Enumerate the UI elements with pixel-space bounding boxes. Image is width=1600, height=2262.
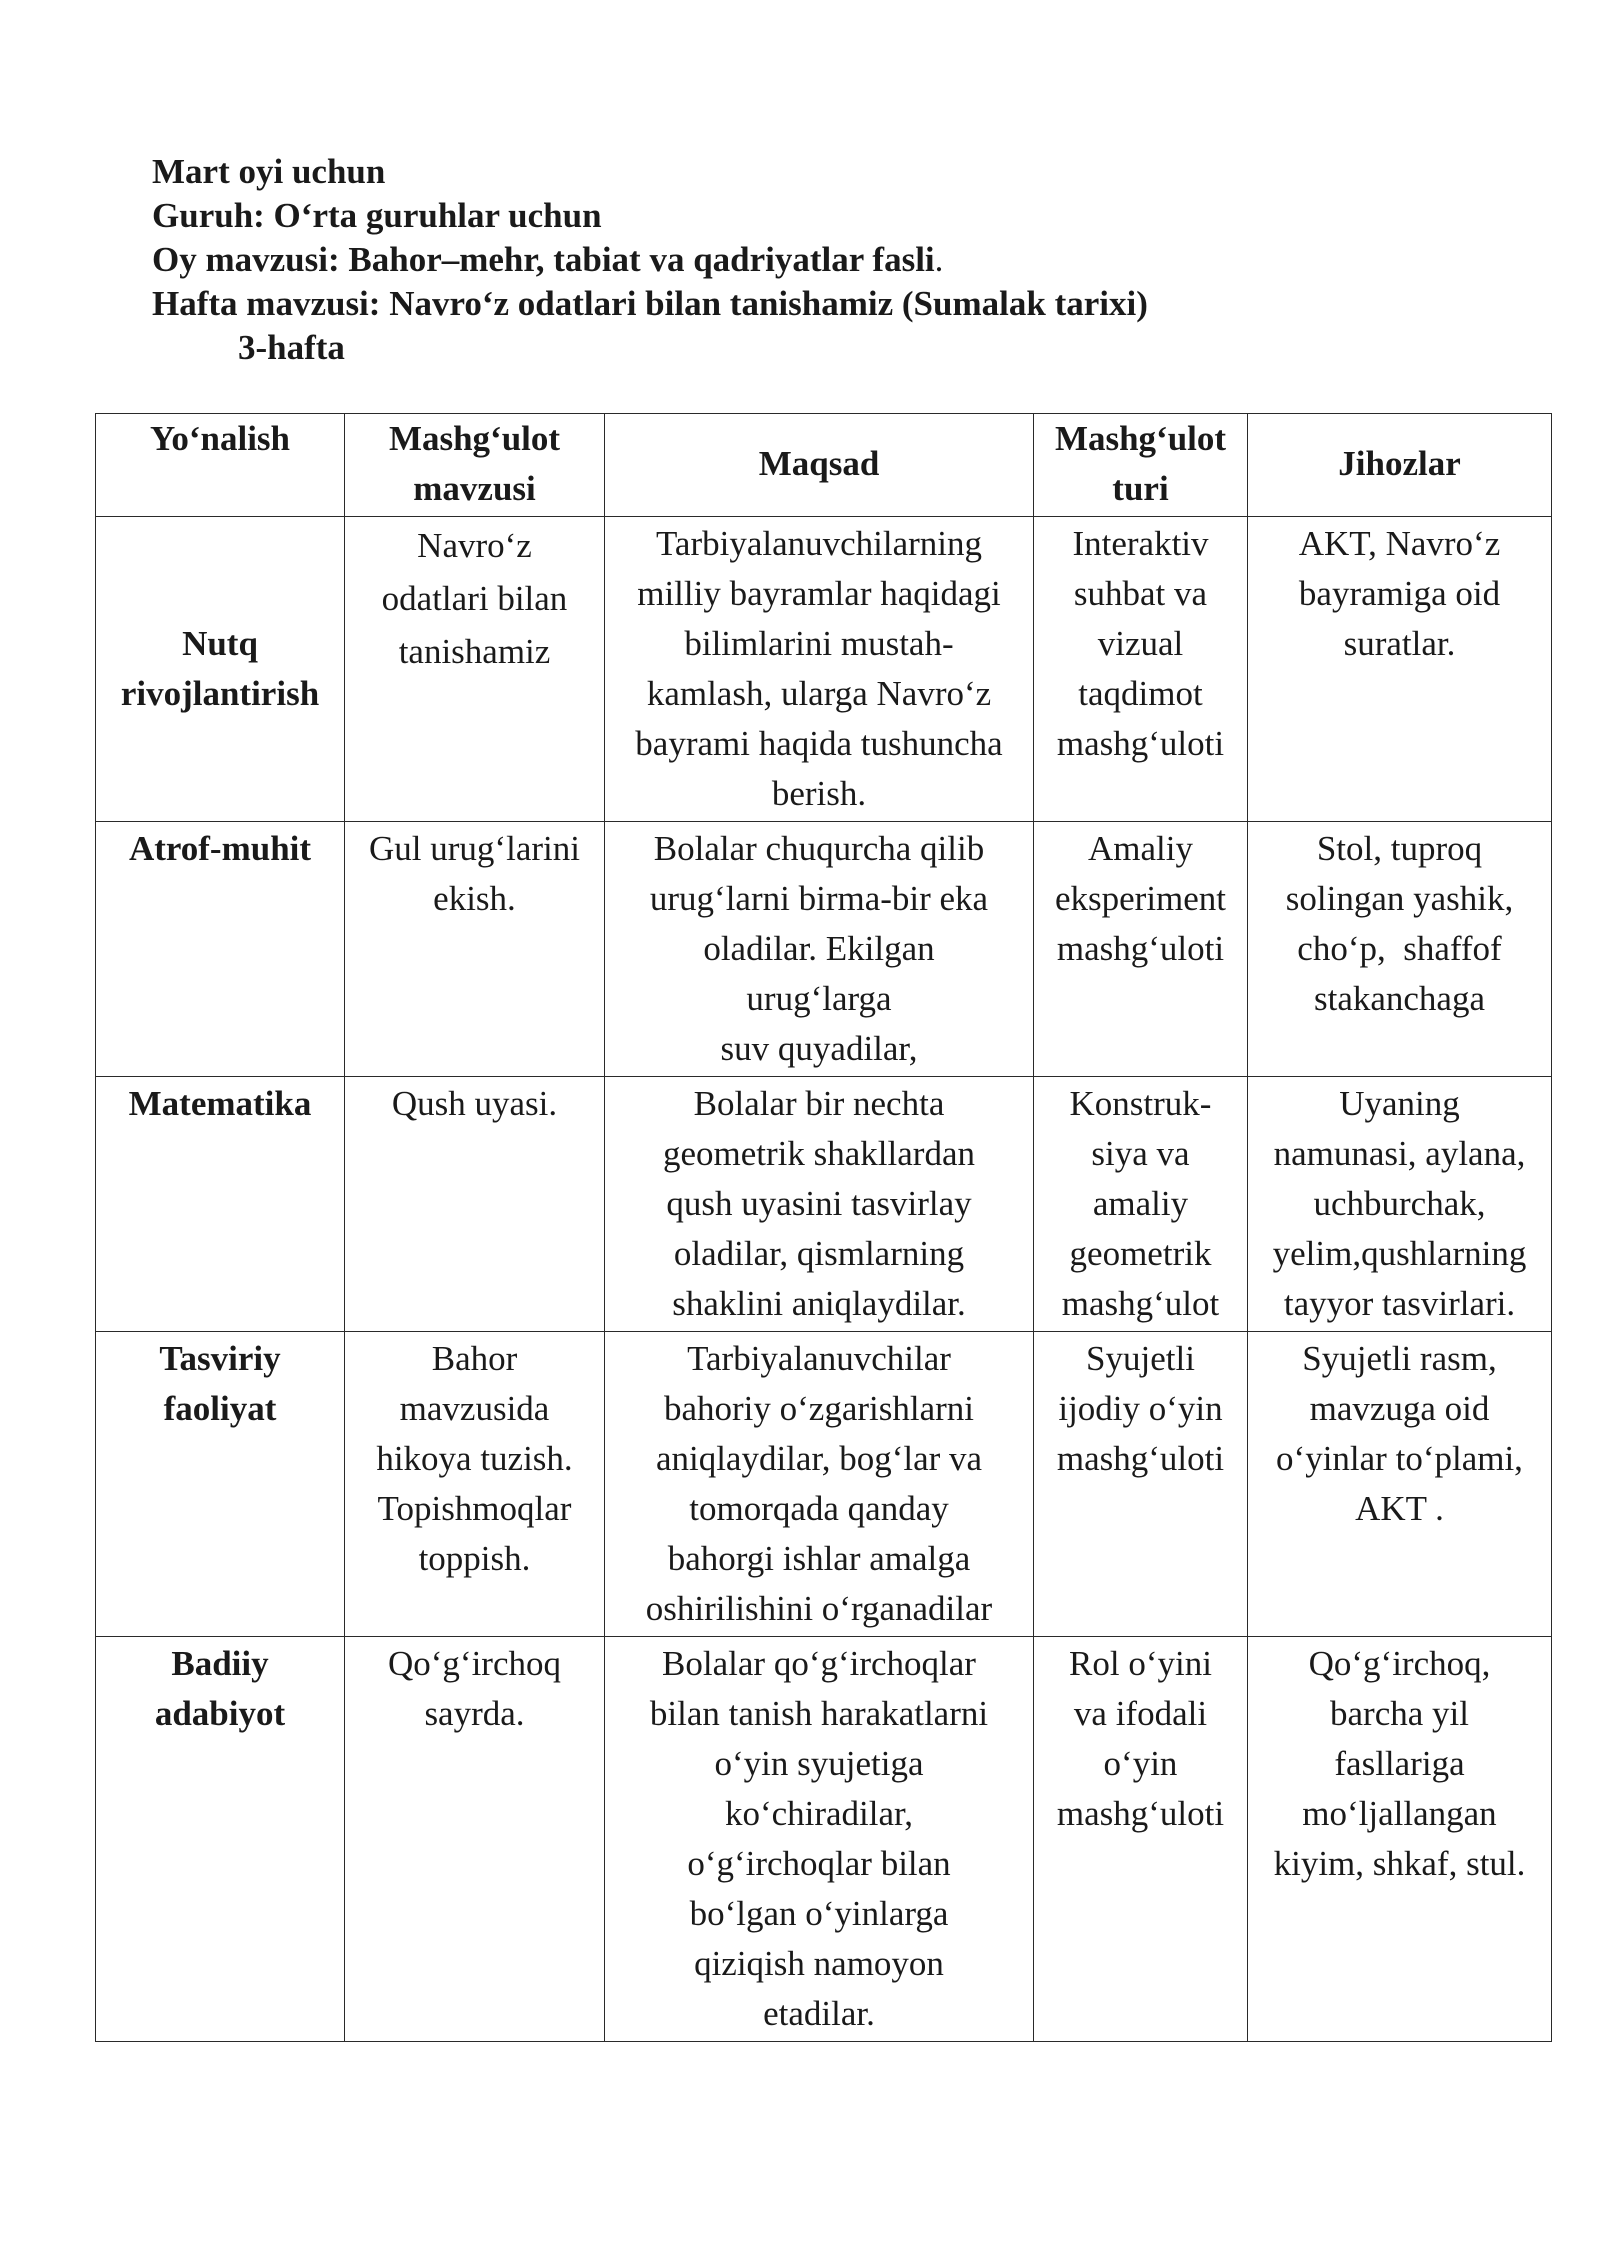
cell-goal: Bolalar qo‘g‘irchoqlar bilan tanish harakatlarni o‘yin syujetiga ko‘chiradilar, o‘g‘irchoqlar bilan bo‘lgan o‘yinlarga qiziqish namoyon etadilar. [605,1637,1034,2042]
cell-type: Syujetli ijodiy o‘yin mashg‘uloti [1034,1332,1248,1637]
table-row [96,517,1552,822]
week-theme-line: Hafta mavzusi: Navro‘z odatlari bilan tanishamiz (Sumalak tarixi) [152,284,1148,323]
cell-topic: Navro‘z odatlari bilan tanishamiz [345,517,605,822]
table-row [96,1637,1552,2042]
cell-topic: Gul urug‘larini ekish. [345,822,605,1077]
cell-type: Konstruk- siya va amaliy geometrik mashg‘ulot [1034,1077,1248,1332]
cell-goal: Tarbiyalanuvchilar bahoriy o‘zgarishlarni aniqlaydilar, bog‘lar va tomorqada qanday bahorgi ishlar amalga oshirilishini o‘rganadilar [605,1332,1034,1637]
table-row [96,1077,1552,1332]
cell-direction: Badiiy adabiyot [96,1637,345,2042]
month-theme-period: . [934,240,944,279]
table-row [96,1332,1552,1637]
group-line: Guruh: O‘rta guruhlar uchun [152,196,602,235]
cell-goal: Bolalar chuqurcha qilib urug‘larni birma-bir eka oladilar. Ekilgan urug‘larga suv quyadilar, [605,822,1034,1077]
cell-type: Interaktiv suhbat va vizual taqdimot mashg‘uloti [1034,517,1248,822]
cell-topic: Bahor mavzusida hikoya tuzish. Topishmoqlar toppish. [345,1332,605,1637]
cell-equipment: Qo‘g‘irchoq, barcha yil fasllariga mo‘ljallangan kiyim, shkaf, stul. [1248,1637,1552,2042]
cell-direction: Tasviriy faoliyat [96,1332,345,1637]
cell-topic: Qo‘g‘irchoq sayrda. [345,1637,605,2042]
cell-direction: Atrof-muhit [96,822,345,1077]
cell-topic: Qush uyasi. [345,1077,605,1332]
cell-type: Rol o‘yini va ifodali o‘yin mashg‘uloti [1034,1637,1248,2042]
cell-equipment: Uyaning namunasi, aylana, uchburchak, yelim,qushlarning tayyor tasvirlari. [1248,1077,1552,1332]
column-header-goal: Maqsad [605,414,1034,517]
column-header-topic: Mashg‘ulot mavzusi [345,414,605,517]
document-header [152,150,1502,370]
lesson-plan-table [95,413,1552,2042]
column-header-type: Mashg‘ulot turi [1034,414,1248,517]
month-line: Mart oyi uchun [152,152,386,191]
cell-goal: Tarbiyalanuvchilarning milliy bayramlar haqidagi bilimlarini mustah- kamlash, ularga Navro‘z bayrami haqida tushuncha berish. [605,517,1034,822]
month-theme-line [152,238,1502,282]
cell-goal: Bolalar bir nechta geometrik shakllardan qush uyasini tasvirlay oladilar, qismlarning shaklini aniqlaydilar. [605,1077,1034,1332]
table-header-row [96,414,1552,517]
table-row [96,822,1552,1077]
cell-type: Amaliy eksperiment mashg‘uloti [1034,822,1248,1077]
week-number: 3-hafta [238,328,345,367]
month-theme-text: Oy mavzusi: Bahor–mehr, tabiat va qadriyatlar fasli [152,240,935,279]
cell-direction: Matematika [96,1077,345,1332]
column-header-direction: Yo‘nalish [96,414,345,517]
cell-equipment: Syujetli rasm, mavzuga oid o‘yinlar to‘plami, AKT . [1248,1332,1552,1637]
cell-equipment: AKT, Navro‘z bayramiga oid suratlar. [1248,517,1552,822]
cell-equipment: Stol, tuproq solingan yashik, cho‘p, shaffof stakanchaga [1248,822,1552,1077]
column-header-equipment: Jihozlar [1248,414,1552,517]
cell-direction: Nutq rivojlantirish [96,517,345,822]
